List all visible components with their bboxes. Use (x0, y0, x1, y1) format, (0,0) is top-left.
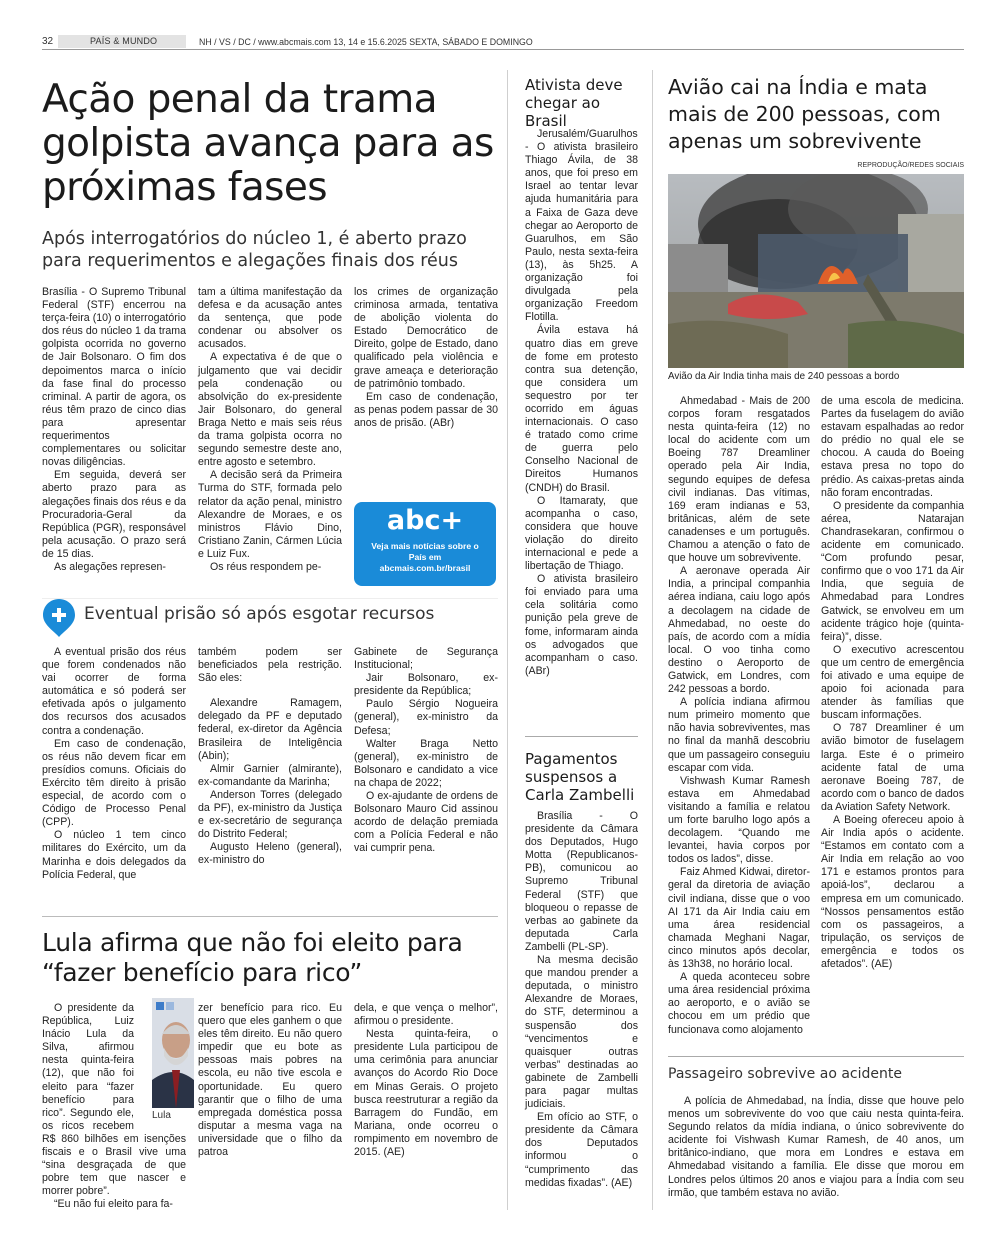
paragraph: Almir Garnier (almirante), ex-comandante da Marinha; (198, 762, 342, 788)
paragraph: Em caso de condenação, as penas podem passar de 30 anos de prisão. (ABr) (354, 390, 498, 429)
india-headline: Avião cai na Índia e mata mais de 200 pessoas, com apenas um sobrevivente (668, 75, 941, 153)
edition-info: NH / VS / DC / www.abcmais.com 13, 14 e 15.6.2025 SEXTA, SÁBADO E DOMINGO (199, 37, 533, 47)
paragraph: Jerusalém/Guarulhos - O ativista brasileiro Thiago Ávila, de 38 anos, que foi preso em Israel ao tentar levar ajuda humanitária para a Faixa de Gaza deve chegar ao Aeroporto de Guarulhos, em São Paulo, nesta sexta-feira (13), às 5h25. A organização foi divulgada pela organização Freedom Flotilla. (525, 128, 638, 324)
activist-body (525, 128, 638, 678)
paragraph: A expectativa é de que o julgamento que vai decidir pela condenação ou absolvição do ex-presidente Jair Bolsonaro, do general Braga Netto e mais seis réus da trama golpista ocorra no segundo semestre deste ano, entre agosto e setembro. (198, 351, 342, 469)
crash-photo-caption: Avião da Air India tinha mais de 240 pessoas a bordo (668, 371, 900, 382)
paragraph: Em ofício ao STF, o presidente da Câmara dos Deputados informou o “cumprimento das medidas fixadas”. (AE) (525, 1111, 638, 1189)
paragraph: O ativista brasileiro foi enviado para uma cela solitária como punição pela greve de fome, informaram ainda os advogados que acompanham o caso. (ABr) (525, 573, 638, 677)
india-col-1 (668, 395, 810, 1037)
paragraph: Jair Bolsonaro, ex-presidente da República; (354, 672, 498, 698)
paragraph: A queda aconteceu sobre uma área residencial próxima ao aeroporto, e o avião se chocou em um prédio que funcionava como alojamento (668, 971, 810, 1036)
paragraph: los crimes de organização criminosa armada, tentativa de abolição violenta do Estado Democrático de Direito, golpe de Estado, dano qualificado pela violência e grave ameaça e deterioração de patrimônio tombado. (354, 286, 498, 390)
paragraph: A Boeing ofereceu apoio à Air India após o acidente. “Estamos em contato com a Air India em relação ao voo 171 e estamos prontos para apoiá-los”, declarou a empresa em um comunicado. “Nossos pensamentos estão com os passageiros, a tripulação, os serviços de emergência e todos os afetados”. (AE) (821, 814, 964, 971)
paragraph: também podem ser beneficiados pela restrição. São eles: (198, 646, 342, 685)
main-col-2 (198, 286, 342, 574)
promo-box[interactable] (354, 502, 496, 586)
paragraph: O presidente da companhia aérea, Natarajan Chandrasekaran, confirmou o acidente em comunicado. “Com profundo pesar, confirmo que o voo 171 da Air India, que seguia de Ahmedabad para Londres Gatwick, se envolveu em um acidente trágico hoje (quinta-feira)”, disse. (821, 499, 964, 643)
paragraph: A polícia indiana afirmou num primeiro momento que não havia sobreviventes, mas no final da manhã descobriu que um passageiro conseguiu escapar com vida. (668, 696, 810, 774)
promo-text: Veja mais notícias sobre o País em (371, 541, 479, 562)
section-divider (42, 598, 498, 599)
sub-col-3 (354, 646, 498, 856)
sub-col-2 (198, 646, 342, 868)
main-col-3 (354, 286, 498, 430)
sub-col-1 (42, 646, 186, 882)
paragraph: O ex-ajudante de ordens de Bolsonaro Mauro Cid assinou acordo de delação premiada com a Polícia Federal e não vai cumprir pena. (354, 790, 498, 855)
paragraph: Anderson Torres (delegado da PF), ex-ministro da Justiça e ex-secretário de segurança do Distrito Federal; (198, 788, 342, 841)
lula-col-3 (354, 1002, 498, 1159)
lula-photo-caption: Lula (152, 1110, 171, 1121)
main-col-1 (42, 286, 186, 574)
column-divider (652, 70, 653, 1210)
section-divider (668, 1056, 964, 1057)
paragraph: Walter Braga Netto (general), ex-ministro de Bolsonaro e candidato a vice na chapa de 2022; (354, 737, 498, 789)
paragraph: Faiz Ahmed Kidwai, diretor-geral da diretoria de aviação civil indiana, disse que o voo AI 171 da Air India caiu em uma área residencial chamada Meghani Nagar, cinco minutos após decolar, às 13h38, no horário local. (668, 866, 810, 971)
paragraph: O núcleo 1 tem cinco militares do Exército, um da Marinha e dois delegados da Polícia Federal, que (42, 829, 186, 881)
paragraph: Os réus respondem pe- (210, 560, 322, 573)
section-divider (525, 736, 638, 737)
paragraph: zer benefício para rico. Eu quero que eles ganhem o que eles têm direito. Eu não quero impedir que eu bote as pessoas mais pobres na escola, eu não tive escola e oportunidade. Eu quero garantir que o filho de uma empregada doméstica possa disputar a mesma vaga na universidade que o filho da patroa (198, 1002, 342, 1159)
paragraph: A polícia de Ahmedabad, na Índia, disse que houve pelo menos um sobrevivente do voo que caiu nesta quinta-feira. Segundo relatos da mídia indiana, o único sobrevivente do acidente foi Vishwash Kumar Ramesh, de 40 anos, um britânico-indiano, que mora em Londres e estava em Ahmedabad visitando a família. Ele disse que morou em Londres pelos últimos 20 anos e viajou para a Índia com seu irmão, que também estava no avião. (668, 1095, 964, 1199)
paragraph: Brasília - O Supremo Tribunal Federal (STF) encerrou na terça-feira (10) o interrogatório dos réus do núcleo 1 da trama golpista ocorrida no governo de Jair Bolsonaro. O fim dos depoimentos marca o início da fase final do processo criminal. A partir de agora, os réus têm prazo de cinco dias para apresentar requerimentos complementares ou solicitar novas diligências. (42, 286, 186, 469)
paragraph: A eventual prisão dos réus que forem condenados não vai ocorrer de forma automática e só poderá ser efetivada após o julgamento dos recursos dos acusados contra a condenação. (42, 646, 186, 737)
crash-photo (668, 174, 964, 368)
column-divider (507, 70, 508, 1210)
paragraph: Alexandre Ramagem, delegado da PF e deputado federal, ex-diretor da Agência Brasileira de Inteligência (Abin); (198, 697, 342, 762)
india-sub-title: Passageiro sobrevive ao acidente (668, 1066, 902, 1082)
paragraph: O Itamaraty, que acompanha o caso, considera que houve violação do direito internacional e pede a libertação de Thiago. (525, 494, 638, 573)
main-headline: Ação penal da trama golpista avança para as próximas fases (42, 77, 494, 210)
sub-article-title: Eventual prisão só após esgotar recursos (84, 604, 435, 624)
header-rule (42, 49, 964, 50)
paragraph: dela, e que vença o melhor”, afirmou o presidente. (354, 1002, 498, 1028)
paragraph: tam a última manifestação da defesa e da acusação antes da sentença, que pode condenar ou absolver os acusados. (198, 286, 342, 351)
paragraph: Em seguida, deverá ser aberto prazo para as alegações finais dos réus e da Procuradoria-Geral da República (PGR), responsável pela acusação. O prazo será de 15 dias. (42, 469, 186, 560)
activist-headline: Ativista deve chegar ao Brasil (525, 76, 623, 130)
photo-credit: REPRODUÇÃO/REDES SOCIAIS (857, 162, 964, 169)
paragraph: A decisão será da Primeira Turma do STF, formada pelo relator da ação penal, ministro Alexandre de Moraes, e os ministros Flávio Dino, Cristiano Zanin, Cármen Lúcia e Luiz Fux. (198, 469, 342, 560)
zambelli-headline: Pagamentos suspensos a Carla Zambelli (525, 750, 635, 804)
paragraph: O presidente da República, Luiz Inácio Lula da Silva, afirmou nesta quinta-feira (12), que não foi eleito para “fazer benefício para rico”. Segundo ele, os ricos recebem R$ 860 bilhões em isenções fiscais e o Brasil vive uma “sina desgraçada de que pobre tem que nascer e morrer pobre”. (42, 1002, 186, 1198)
paragraph: Ahmedabad - Mais de 200 corpos foram resgatados nesta quinta-feira (12) no local do acidente com um Boeing 787 Dreamliner operado pela Air India, segundo equipes de defesa civil indianas. Das vítimas, 169 eram indianas e 53, britânicas, além de sete canadenses e um português. Chamou a atenção o fato de que houve um sobrevivente. (668, 395, 810, 565)
paragraph: Na mesma decisão que mandou prender a deputada, o ministro Alexandre de Moraes, do STF, determinou a suspensão dos “vencimentos e quaisquer outras verbas” destinadas ao gabinete de Zambelli para pagar multas judiciais. (525, 954, 638, 1111)
abc-logo: abc+ (386, 505, 464, 536)
india-sub-body (668, 1095, 964, 1200)
paragraph: Nesta quinta-feira, o presidente Lula participou de uma cerimônia para anunciar avanços do Acordo Rio Doce em Minas Gerais. O projeto busca reestruturar a região da Barragem do Fundão, em Mariana, onde ocorreu o rompimento em novembro de 2015. (AE) (354, 1028, 498, 1159)
paragraph: Vishwash Kumar Ramesh estava em Ahmedabad visitando a família e relatou um forte barulho logo após a decolagem. “Quando me levantei, havia corpos por todos os lados”, disse. (668, 774, 810, 866)
paragraph: Gabinete de Segurança Institucional; (354, 646, 498, 672)
lula-col-2 (198, 1002, 342, 1159)
main-subheadline: Após interrogatórios do núcleo 1, é aberto prazo para requerimentos e alegações finais dos réus (42, 229, 467, 271)
india-col-2 (821, 395, 964, 971)
paragraph: “Eu não fui eleito para fa- (54, 1198, 173, 1211)
paragraph: Paulo Sérgio Nogueira (general), ex-ministro da Defesa; (354, 698, 498, 737)
page-number: 32 (42, 36, 54, 47)
section-label: PAÍS & MUNDO (58, 35, 186, 48)
lula-photo (152, 998, 194, 1108)
paragraph: O 787 Dreamliner é um avião bimotor de fuselagem larga. Este é o primeiro acidente fatal de uma aeronave Boeing 787, de acordo com o banco de dados da Aviation Safety Network. (821, 722, 964, 813)
paragraph: Augusto Heleno (general), ex-ministro do (198, 841, 342, 867)
zambelli-body (525, 810, 638, 1190)
paragraph: As alegações represen- (54, 560, 166, 573)
plus-badge-icon (42, 598, 76, 632)
paragraph: Ávila estava há quatro dias em greve de fome em protesto contra sua detenção, que considera um sequestro por ter ocorrido em águas internacionais. O caso é tratado como crime de guerra pelo Conselho Nacional de Direitos Humanos (CNDH) do Brasil. (525, 324, 638, 494)
paragraph: de uma escola de medicina. Partes da fuselagem do avião estavam espalhadas ao redor do prédio no qual ele se chocou. A cauda do Boeing estava presa no topo do prédio. As caixas-pretas ainda não foram encontradas. (821, 395, 964, 499)
paragraph: Brasília - O presidente da Câmara dos Deputados, Hugo Motta (Republicanos-PB), comunicou ao Supremo Tribunal Federal (STF) que bloqueou o repasse de verbas ao gabinete da deputada Carla Zambelli (PL-SP). (525, 810, 638, 953)
paragraph: O executivo acrescentou que um centro de emergência foi ativado e uma equipe de apoio foi acionada para atender às famílias que buscam informações. (821, 643, 964, 722)
section-divider (42, 916, 498, 917)
paragraph: Em caso de condenação, os réus não devem ficar em presídios comuns. Oficiais do Exército têm direito à prisão especial, de acordo com o Código de Processo Penal (CPP). (42, 737, 186, 829)
lula-headline: Lula afirma que não foi eleito para “fazer benefício para rico” (42, 928, 463, 987)
paragraph: A aeronave operada Air India, a principal companhia aérea indiana, caiu logo após a decolagem na cidade de Ahmedabad, no oeste do país, de acordo com a mídia local. O voo tinha como destino o Aeroporto de Gatwick, em Londres, com 242 pessoas a bordo. (668, 565, 810, 696)
promo-link[interactable]: abcmais.com.br/brasil (379, 563, 471, 573)
